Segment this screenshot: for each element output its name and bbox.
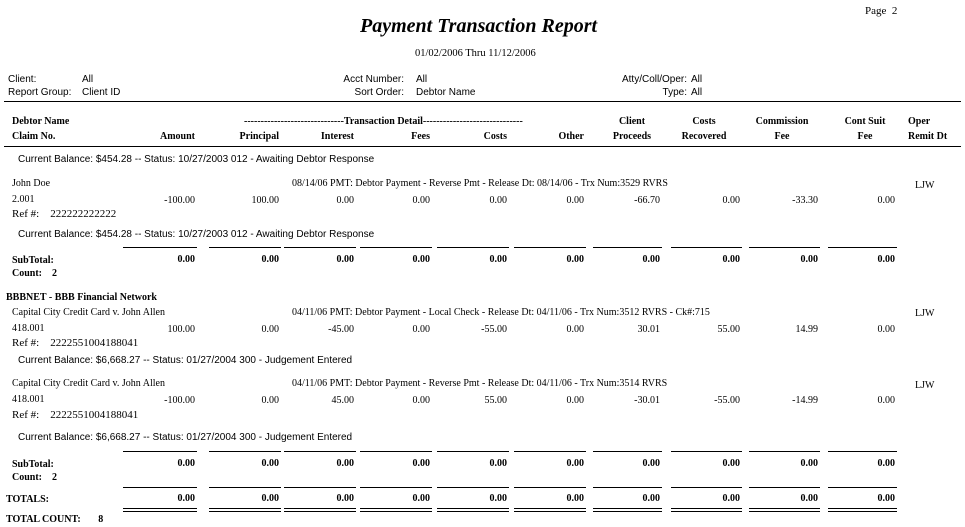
cont-suit-fee-underline: [828, 247, 897, 248]
costs-underline: [437, 247, 509, 248]
ref-number: [12, 208, 116, 220]
principal-value: 0.00: [261, 254, 279, 265]
fees-value: 0.00: [412, 395, 430, 406]
client-proceeds-underline: [593, 487, 662, 488]
fees-value: 0.00: [412, 324, 430, 335]
col-cont-suit-2: Fee: [857, 131, 873, 142]
col-debtor-name: Debtor Name: [12, 116, 70, 127]
debtor-name: Capital City Credit Card v. John Allen: [12, 378, 165, 389]
costs-recovered-underline: [671, 247, 742, 248]
report-title: Payment Transaction Report: [360, 15, 598, 37]
other-value: 0.00: [566, 324, 584, 335]
col-commission-1: Commission: [755, 116, 809, 127]
amount-value: 0.00: [177, 493, 195, 504]
oper-code: LJW: [915, 308, 935, 319]
principal-underline: [209, 451, 281, 452]
costs-value: 0.00: [489, 458, 507, 469]
claim-number: 418.001: [12, 323, 45, 334]
client-value: All: [82, 74, 94, 85]
cont-suit-fee-double-underline: [828, 508, 897, 512]
costs-recovered-value: 0.00: [722, 458, 740, 469]
principal-value: 100.00: [251, 195, 279, 206]
balance-status: Current Balance: $454.28 -- Status: 10/27/2003 012 - Awaiting Debtor Response: [18, 154, 375, 165]
count-label: Count:: [12, 268, 43, 279]
costs-recovered-underline: [671, 487, 742, 488]
type-value: All: [691, 87, 703, 98]
client-label: Client:: [8, 74, 37, 85]
costs-value: 55.00: [484, 395, 507, 406]
fees-underline: [360, 451, 432, 452]
amount-value: -100.00: [164, 395, 195, 406]
col-oper-2: Remit Dt: [908, 131, 948, 142]
count: [12, 472, 57, 483]
group-header: BBBNET - BBB Financial Network: [6, 292, 157, 303]
interest-value: 0.00: [336, 254, 354, 265]
principal-value: 0.00: [261, 493, 279, 504]
atty-label: Atty/Coll/Oper:: [621, 74, 687, 85]
page-label: Page: [865, 5, 887, 17]
balance-status: Current Balance: $454.28 -- Status: 10/27/2003 012 - Awaiting Debtor Response: [18, 229, 375, 240]
balance-status: Current Balance: $6,668.27 -- Status: 01/27/2004 300 - Judgement Entered: [18, 355, 353, 366]
claim-number: 2.001: [12, 194, 35, 205]
amount-value: 100.00: [167, 324, 195, 335]
claim-number: 418.001: [12, 394, 45, 405]
amount-value: 0.00: [177, 458, 195, 469]
client-proceeds-underline: [593, 247, 662, 248]
commission-fee-value: 14.99: [795, 324, 818, 335]
col-client-proceeds-2: Proceeds: [612, 131, 652, 142]
report-group-value: Client ID: [82, 87, 121, 98]
page-number: [865, 5, 897, 17]
debtor-name: Capital City Credit Card v. John Allen: [12, 307, 165, 318]
interest-value: 0.00: [336, 458, 354, 469]
interest-underline: [284, 487, 356, 488]
debtor-name: John Doe: [12, 178, 51, 189]
acct-number-label: Acct Number:: [343, 74, 404, 85]
client-proceeds-value: 0.00: [642, 254, 660, 265]
commission-fee-underline: [749, 247, 820, 248]
count-value: 2: [52, 268, 58, 279]
cont-suit-fee-value: 0.00: [877, 458, 895, 469]
costs-recovered-underline: [671, 451, 742, 452]
interest-underline: [284, 247, 356, 248]
client-proceeds-value: -30.01: [634, 395, 660, 406]
totals-label: TOTALS:: [6, 494, 49, 505]
commission-fee-double-underline: [749, 508, 820, 512]
cont-suit-fee-value: 0.00: [877, 254, 895, 265]
oper-code: LJW: [915, 380, 935, 391]
commission-fee-value: 0.00: [800, 458, 818, 469]
other-value: 0.00: [566, 458, 584, 469]
amount-underline: [123, 487, 197, 488]
atty-value: All: [691, 74, 703, 85]
count-value: 2: [52, 472, 58, 483]
principal-value: 0.00: [261, 324, 279, 335]
other-value: 0.00: [566, 195, 584, 206]
other-underline: [514, 451, 586, 452]
commission-fee-underline: [749, 487, 820, 488]
cont-suit-fee-value: 0.00: [877, 395, 895, 406]
fees-value: 0.00: [412, 195, 430, 206]
ref-number: [12, 337, 138, 349]
total-count: [6, 514, 103, 525]
interest-underline: [284, 451, 356, 452]
costs-recovered-value: 55.00: [717, 324, 740, 335]
commission-fee-value: 0.00: [800, 493, 818, 504]
amount-underline: [123, 451, 197, 452]
interest-value: 45.00: [331, 395, 354, 406]
ref-value: 2222551004188041: [50, 409, 139, 421]
type-label: Type:: [662, 87, 687, 98]
other-underline: [514, 247, 586, 248]
amount-value: 0.00: [177, 254, 195, 265]
costs-double-underline: [437, 508, 509, 512]
commission-fee-underline: [749, 451, 820, 452]
other-value: 0.00: [566, 254, 584, 265]
sort-order-label: Sort Order:: [354, 87, 404, 98]
total-count-value: 8: [98, 514, 104, 525]
transaction-detail: 04/11/06 PMT: Debtor Payment - Reverse Pmt - Release Dt: 04/11/06 - Trx Num:3514 RVRS: [292, 378, 668, 389]
client-proceeds-underline: [593, 451, 662, 452]
ref-label: Ref #:: [12, 208, 40, 220]
other-value: 0.00: [566, 395, 584, 406]
transaction-detail: 04/11/06 PMT: Debtor Payment - Local Check - Release Dt: 04/11/06 - Trx Num:3512 RVRS - Ck#:715: [292, 307, 710, 318]
ref-label: Ref #:: [12, 337, 40, 349]
interest-value: 0.00: [336, 195, 354, 206]
transaction-detail: 08/14/06 PMT: Debtor Payment - Reverse Pmt - Release Dt: 08/14/06 - Trx Num:3529 RVRS: [292, 178, 668, 189]
costs-recovered-value: 0.00: [722, 254, 740, 265]
cont-suit-fee-value: 0.00: [877, 493, 895, 504]
col-interest: Interest: [320, 131, 354, 142]
other-double-underline: [514, 508, 586, 512]
other-value: 0.00: [566, 493, 584, 504]
header-bottom-rule: [4, 146, 961, 147]
amount-underline: [123, 247, 197, 248]
amount-double-underline: [123, 508, 197, 512]
header-top-rule: [4, 101, 961, 102]
client-proceeds-value: 0.00: [642, 493, 660, 504]
other-underline: [514, 487, 586, 488]
cont-suit-fee-value: 0.00: [877, 195, 895, 206]
acct-number-value: All: [416, 74, 428, 85]
commission-fee-value: -33.30: [792, 195, 818, 206]
page-value: 2: [891, 5, 898, 17]
principal-underline: [209, 487, 281, 488]
fees-value: 0.00: [412, 493, 430, 504]
col-principal: Principal: [239, 131, 279, 142]
amount-value: -100.00: [164, 195, 195, 206]
ref-label: Ref #:: [12, 409, 40, 421]
col-costs-recovered-1: Costs: [692, 116, 716, 127]
date-range: 01/02/2006 Thru 11/12/2006: [415, 48, 536, 59]
client-proceeds-double-underline: [593, 508, 662, 512]
balance-status: Current Balance: $6,668.27 -- Status: 01/27/2004 300 - Judgement Entered: [18, 432, 353, 443]
col-costs-recovered-2: Recovered: [681, 131, 727, 142]
fees-value: 0.00: [412, 254, 430, 265]
ref-value: 222222222222: [50, 208, 117, 220]
fees-double-underline: [360, 508, 432, 512]
costs-value: 0.00: [489, 254, 507, 265]
col-cont-suit-1: Cont Suit: [844, 116, 886, 127]
col-commission-2: Fee: [774, 131, 790, 142]
col-claim-no: Claim No.: [12, 131, 56, 142]
subtotal-label: SubTotal:: [12, 459, 54, 470]
interest-double-underline: [284, 508, 356, 512]
cont-suit-fee-underline: [828, 487, 897, 488]
cont-suit-fee-underline: [828, 451, 897, 452]
col-costs: Costs: [483, 131, 507, 142]
subtotal-label: SubTotal:: [12, 255, 54, 266]
oper-code: LJW: [915, 180, 935, 191]
costs-recovered-double-underline: [671, 508, 742, 512]
total-count-label: TOTAL COUNT:: [6, 514, 81, 525]
fees-underline: [360, 247, 432, 248]
col-other: Other: [558, 131, 584, 142]
principal-value: 0.00: [261, 458, 279, 469]
sort-order-value: Debtor Name: [416, 87, 476, 98]
costs-recovered-value: 0.00: [722, 493, 740, 504]
client-proceeds-value: 0.00: [642, 458, 660, 469]
count-label: Count:: [12, 472, 43, 483]
col-fees: Fees: [411, 131, 430, 142]
costs-underline: [437, 451, 509, 452]
client-proceeds-value: 30.01: [637, 324, 660, 335]
costs-value: 0.00: [489, 195, 507, 206]
costs-recovered-value: 0.00: [722, 195, 740, 206]
interest-value: -45.00: [328, 324, 354, 335]
principal-double-underline: [209, 508, 281, 512]
commission-fee-value: 0.00: [800, 254, 818, 265]
principal-underline: [209, 247, 281, 248]
cont-suit-fee-value: 0.00: [877, 324, 895, 335]
commission-fee-value: -14.99: [792, 395, 818, 406]
col-oper-1: Oper: [908, 116, 931, 127]
count: [12, 268, 57, 279]
col-amount: Amount: [159, 131, 195, 142]
ref-value: 2222551004188041: [50, 337, 139, 349]
report-group-label: Report Group:: [8, 87, 72, 98]
costs-value: 0.00: [489, 493, 507, 504]
fees-underline: [360, 487, 432, 488]
principal-value: 0.00: [261, 395, 279, 406]
costs-recovered-value: -55.00: [714, 395, 740, 406]
client-proceeds-value: -66.70: [634, 195, 660, 206]
interest-value: 0.00: [336, 493, 354, 504]
ref-number: [12, 409, 138, 421]
fees-value: 0.00: [412, 458, 430, 469]
costs-value: -55.00: [481, 324, 507, 335]
costs-underline: [437, 487, 509, 488]
col-client-proceeds-1: Client: [618, 116, 646, 127]
col-transaction-detail: ------------------------------Transaction Detail------------------------------: [244, 116, 523, 127]
